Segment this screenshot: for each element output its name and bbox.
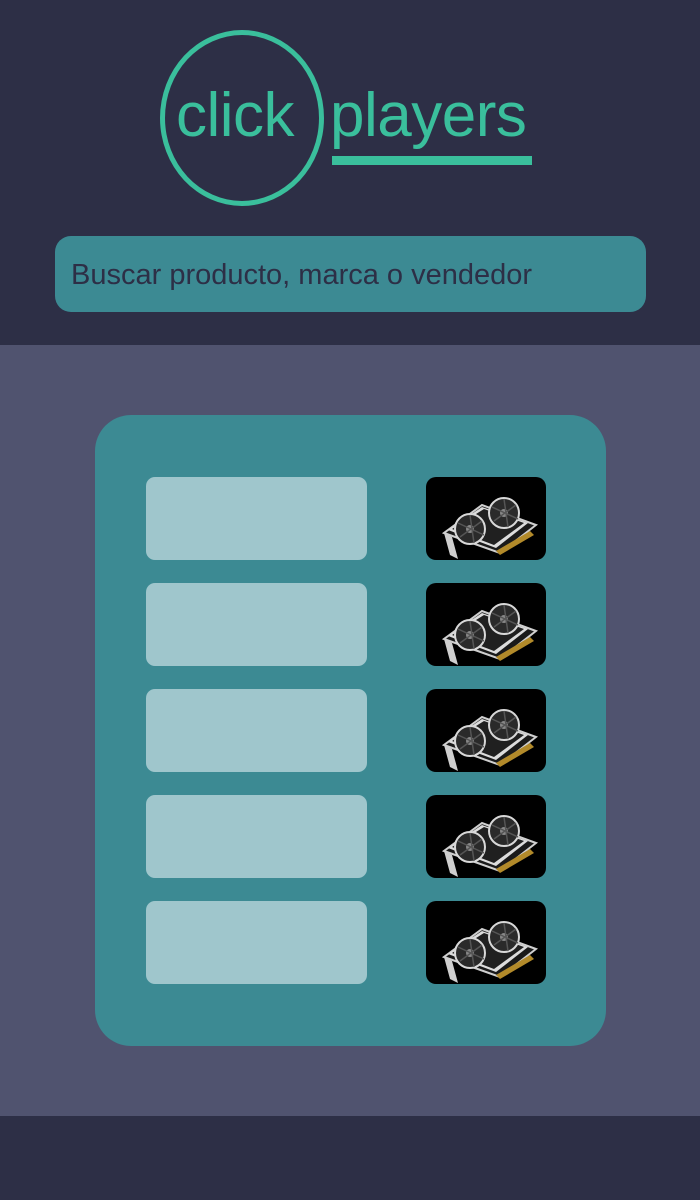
- search-bar: [55, 236, 646, 312]
- footer: [0, 1116, 700, 1200]
- product-title-box[interactable]: [146, 901, 367, 984]
- graphics-card-icon[interactable]: [426, 689, 546, 772]
- logo-underline: [332, 156, 532, 165]
- product-row[interactable]: [146, 901, 546, 984]
- product-title-box[interactable]: [146, 689, 367, 772]
- main-content: [0, 345, 700, 1116]
- product-row[interactable]: [146, 689, 546, 772]
- graphics-card-icon[interactable]: [426, 583, 546, 666]
- search-input[interactable]: [69, 236, 636, 314]
- product-row[interactable]: [146, 477, 546, 560]
- logo-text-click: click: [176, 81, 295, 150]
- product-title-box[interactable]: [146, 795, 367, 878]
- graphics-card-icon[interactable]: [426, 901, 546, 984]
- header: [0, 0, 700, 345]
- graphics-card-icon[interactable]: [426, 795, 546, 878]
- product-list-panel: [95, 415, 606, 1046]
- product-title-box[interactable]: [146, 583, 367, 666]
- product-title-box[interactable]: [146, 477, 367, 560]
- graphics-card-icon[interactable]: [426, 477, 546, 560]
- product-row[interactable]: [146, 795, 546, 878]
- clickplayers-logo[interactable]: [160, 30, 540, 210]
- logo-text-players: players: [330, 81, 527, 150]
- product-row[interactable]: [146, 583, 546, 666]
